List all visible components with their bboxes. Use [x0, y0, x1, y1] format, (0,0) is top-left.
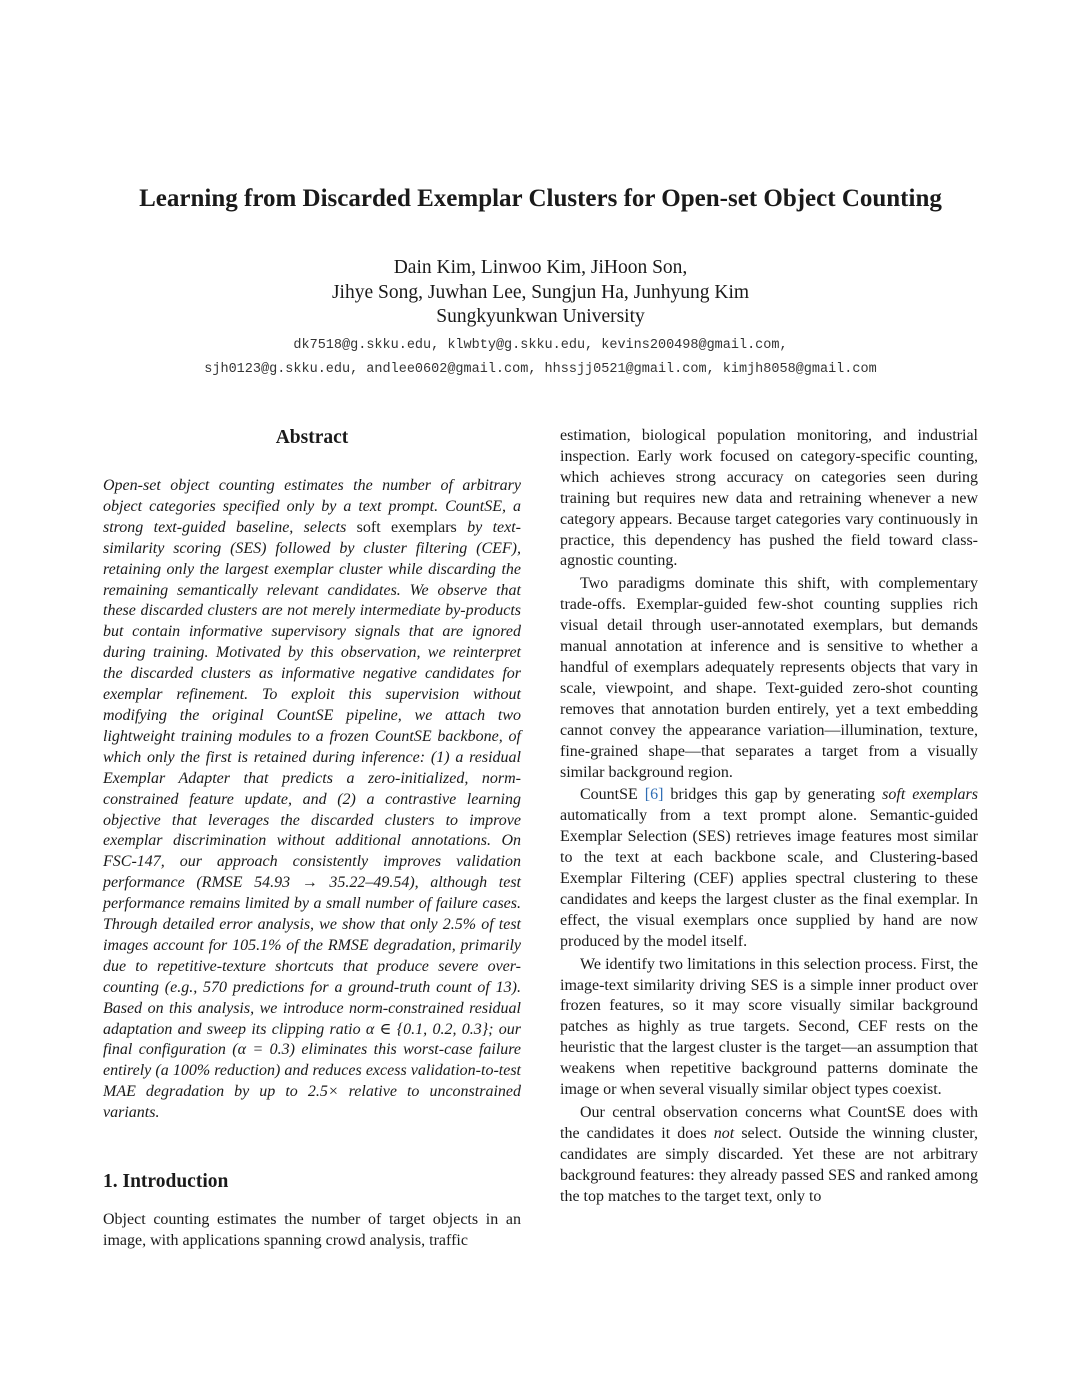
intro-paragraph-2: Two paradigms dominate this shift, with complementary trade-offs. Exemplar-guided few-shot counting supplies rich visual detail through user-annotated exemplars, but demands manual annotation at inference and is sensitive to whether a handful of exemplars adequately represents objects that vary in scale, viewpoint, and shape. Text-guided zero-shot counting removes that annotation burden entirely, yet a text embedding cannot convey the appearance variation—illumination, texture, fine-grained shape—that separates a target from a visually similar background region.	[560, 575, 978, 781]
author-block	[0, 256, 1081, 330]
left-column	[103, 426, 521, 1252]
intro-paragraph-4: We identify two limitations in this selection process. First, the image-text similarity driving SES is a simple inner product over frozen features, so it may score visually similar background patches as highly as true targets. Second, CEF rests on the heuristic that the largest cluster is the target—an assumption that weakens when repetitive background patterns dominate the image or when several visually similar object types coexist.	[560, 955, 978, 1099]
paper-title: Learning from Discarded Exemplar Clusters for Open-set Object Counting	[139, 185, 942, 212]
right-column	[560, 426, 978, 1208]
author-line-2: Jihye Song, Juwhan Lee, Sungjun Ha, Junhyung Kim	[331, 281, 750, 303]
email-line-1: dk7518@g.skku.edu, klwbty@g.skku.edu, kevins200498@gmail.com,	[293, 338, 788, 353]
author-line-1: Dain Kim, Linwoo Kim, JiHoon Son,	[393, 257, 688, 278]
email-block	[0, 334, 1081, 382]
intro-paragraph-1-text: Object counting estimates the number of target objects in an image, with applications spanning crowd analysis, traffic	[103, 1211, 521, 1249]
intro-paragraph-5: Our central observation concerns what CountSE does with the candidates it does not select. Outside the winning cluster, candidates are simply discarded. Yet these are not arbitrary background features: they already passed SES and ranked among the top matches to the target text, only to	[560, 1104, 978, 1205]
intro-paragraph-1	[103, 1210, 521, 1252]
affiliation: Sungkyunkwan University	[436, 306, 645, 327]
abstract-heading: Abstract	[275, 427, 349, 448]
intro-paragraph-3: CountSE [6] bridges this gap by generating soft exemplars automatically from a text prompt alone. Semantic-guided Exemplar Selection (SES) retrieves image features most similar to the text at each backbone scale, and Clustering-based Exemplar Filtering (CEF) applies spectral clustering to these candidates and keeps the largest cluster as the final exemplar. In effect, the visual exemplars once supplied by hand are now produced by the model itself.	[560, 786, 979, 950]
citation-link[interactable]: [6]	[644, 786, 664, 804]
abstract-text: Open-set object counting estimates the number of arbitrary object categories specified only by a text prompt. CountSE, a strong text-guided baseline, selects soft exemplars by text-similarity scoring (SES) followed by cluster filtering (CEF), retaining only the largest exemplar cluster while discarding the remaining semantically relevant candidates. We observe that these discarded clusters are not merely intermediate by-products but contain informative supervisory signals that are ignored during training. Motivated by this observation, we reinterpret the discarded clusters as informative negative candidates for exemplar refinement. To exploit this supervision without modifying the original CountSE pipeline, we attach two lightweight training modules to a frozen CountSE backbone, of which only the first is retained during inference: (1) a residual Exemplar Adapter that predicts a zero-initialized, norm-constrained feature update, and (2) a contrastive learning objective that leverages the discarded clusters to improve exemplar discrimination without additional annotations. On FSC-147, our approach consistently improves validation performance (RMSE 54.93 → 35.22–49.54), although test performance remains limited by a small number of failure cases. Through detailed error analysis, we show that only 2.5% of test images account for 105.1% of the RMSE degradation, primarily due to repetitive-texture shortcuts that produce severe over-counting (e.g., 570 predictions for a ground-truth count of 13). Based on this analysis, we introduce norm-constrained residual adaptation and sweep its clipping ratio α ∈ {0.1, 0.2, 0.3}; our final configuration (α = 0.3) eliminates this worst-case failure entirely (a 100% reduction) and reduces excess validation-to-test MAE degradation by up to 2.5× relative to unconstrained variants.	[103, 477, 521, 1122]
email-line-2: sjh0123@g.skku.edu, andlee0602@gmail.com, hhssjj0521@gmail.com, kimjh8058@gmail.com	[204, 362, 877, 377]
section-heading-introduction: 1. Introduction	[103, 1171, 229, 1193]
intro-paragraph-1-continued: estimation, biological population monitoring, and industrial inspection. Early work focused on category-specific counting, which achieves strong accuracy on categories seen during training but requires new data and retraining whenever a new category appears. Because target categories vary continuously in practice, this dependency has pushed the field toward class-agnostic counting.	[560, 427, 978, 570]
